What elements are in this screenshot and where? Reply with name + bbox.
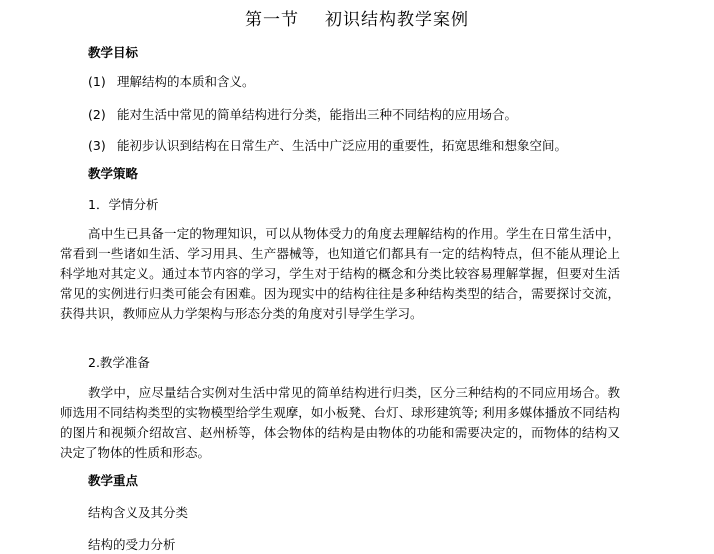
key-point-item: 结构的受力分析 bbox=[88, 537, 176, 552]
objectives-heading: 教学目标 bbox=[88, 45, 139, 60]
objective-number: (3) bbox=[88, 138, 106, 153]
section-name: 初识结构教学案例 bbox=[325, 10, 469, 30]
learner-analysis-paragraph: 高中生已具备一定的物理知识，可以从物体受力的角度去理解结构的作用。学生在日常生活中，常看到一些诸如生活、学习用具、生产器械等，也知道它们都具有一定的结构特点，但不能从理论上科学地对其定义。通过本节内容的学习，学生对于结构的概念和分类比较容易理解掌握，但要对生活常见的实例进行归类可能会有困难。因为现实中的结构往往是多种结构类型的结合，需要探讨交流，获得共识，教师应从力学架构与形态分类的角度对引导学生学习。 bbox=[60, 226, 620, 321]
strategy-heading: 教学策略 bbox=[88, 166, 139, 181]
page-title bbox=[0, 8, 714, 32]
objective-number: (1) bbox=[88, 74, 106, 89]
key-points-heading: 教学重点 bbox=[88, 473, 139, 488]
objective-text: 能初步认识到结构在日常生产、生活中广泛应用的重要性，拓宽思维和想象空间。 bbox=[117, 138, 568, 153]
teaching-preparation-label: 2.教学准备 bbox=[88, 355, 150, 370]
objective-text: 理解结构的本质和含义。 bbox=[117, 74, 255, 89]
objective-text: 能对生活中常见的简单结构进行分类，能指出三种不同结构的应用场合。 bbox=[117, 107, 518, 122]
section-number: 第一节 bbox=[245, 10, 299, 30]
objective-number: (2) bbox=[88, 107, 106, 122]
key-point-item: 结构含义及其分类 bbox=[88, 505, 189, 520]
learner-analysis-label: 1．学情分析 bbox=[88, 197, 159, 212]
teaching-preparation-paragraph: 教学中，应尽量结合实例对生活中常见的简单结构进行归类，区分三种结构的不同应用场合。教师选用不同结构类型的实物模型给学生观摩，如小板凳、台灯、球形建筑等; 利用多媒体播放不同结构的图片和视频介绍故宫、赵州桥等，体会物体的结构是由物体的功能和需要决定的，而物体的结构又决定了物体的性质和形态。 bbox=[60, 385, 620, 460]
